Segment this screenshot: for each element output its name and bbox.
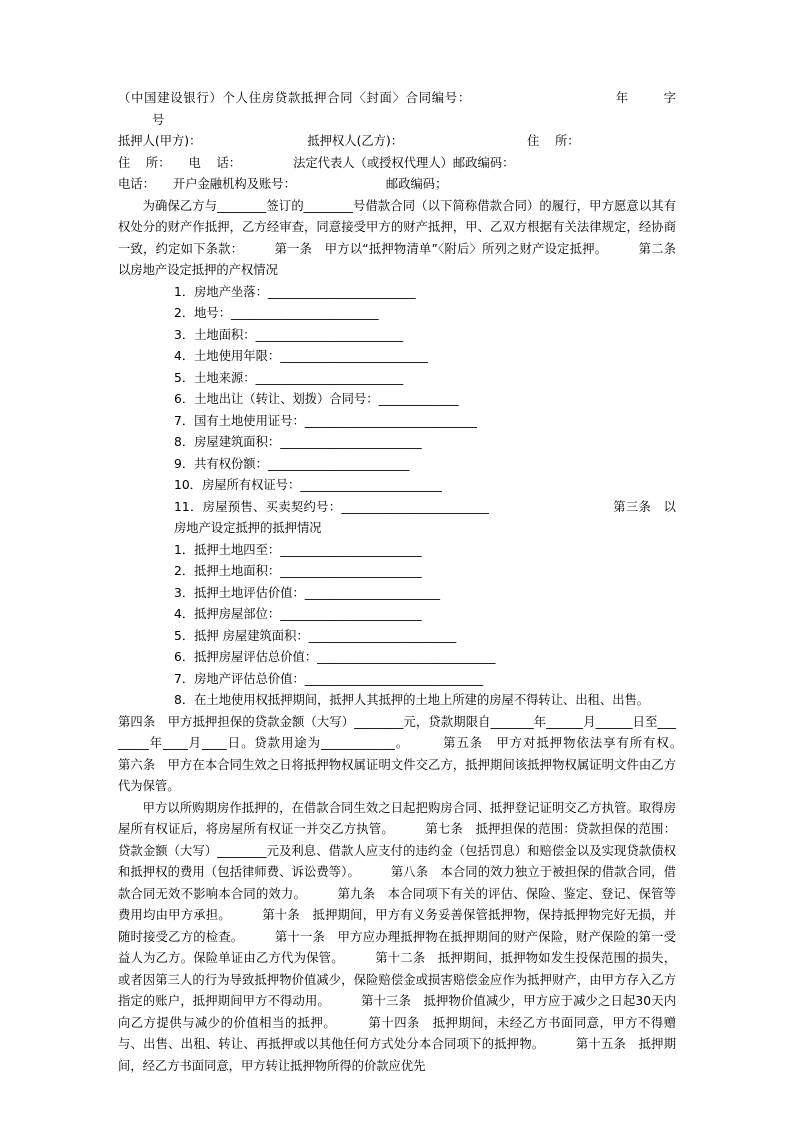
section2-item-8: 8．房屋建筑面积：_______________________ (174, 435, 422, 449)
section2-item-7: 7．国有土地使用证号：____________________________ (174, 413, 477, 428)
legal-rep-label: 法定代表人（或授权代理人）邮政编码： (293, 155, 515, 170)
postcode-label: 邮政编码； (385, 177, 448, 191)
section2-item-9: 9．共有权份额：_______________________ (174, 456, 410, 471)
phone-label-2: 电话： (118, 177, 155, 191)
address-label-1: 住 所： (527, 134, 580, 148)
mortgagee-label: 抵押权人(乙方)： (307, 134, 404, 148)
body-paragraph-1: 第四条 甲方抵押担保的贷款金额（大写）________元，贷款期限自_______年______月______日至________年____月____日。贷款用途为____________。 第五条 甲方对抵押物依法享有所有权。 第六条 甲方在本合同生效之日将抵押物权属证明文件交乙方，抵押期间该抵押物权属证明文件由乙方代为保管。 (118, 714, 713, 793)
address-label-2: 住 所： (118, 155, 171, 170)
section2-item-4: 4．土地使用年限：________________________ (174, 349, 428, 363)
section3-item-2: 2．抵押土地面积：_______________________ (174, 564, 422, 578)
section3-item-4: 4．抵押房屋部位：_______________________ (174, 607, 422, 621)
section2-item-11 (118, 497, 676, 540)
body-paragraph-2: 甲方以所购期房作抵押的，在借款合同生效之日起把购房合同、抵押登记证明交乙方执管。取得房屋所有权证后，将房屋所有权证一并交乙方执管。 第七条 抵押担保的范围：贷款担保的范围：贷款金额（大写）________元及利息、借款人应支付的违约金（包括罚息）和赔偿金以及实现贷款债权和抵押权的费用（包括律师费、诉讼费等）。 第八条 本合同的效力独立于被担保的借款合同，借款合同无效不影响本合同的效力。 第九条 本合同项下有关的评估、保险、鉴定、登记、保管等费用均由甲方承担。 第十条 抵押期间，甲方有义务妥善保管抵押物，保持抵押物完好无损，并随时接受乙方的检查。 第十一条 甲方应办理抵押物在抵押期间的财产保险，财产保险的第一受益人为乙方。保险单证由乙方代为保管。 第十二条 抵押期间，抵押物如发生投保范围的损失，或者因第三人的行为导致抵押物价值减少，保险赔偿金或损害赔偿金应作为抵押财产，由甲方存入乙方指定的账户，抵押期间甲方不得动用。 第十三条 抵押物价值减少，甲方应于减少之日起30天内向乙方提供与减少的价值相当的抵押。 第十四条 抵押期间，未经乙方书面同意，甲方不得赠与、出售、出租、转让、再抵押或以其他任何方式处分本合同项下的抵押物。 第十五条 抵押期间，经乙方书面同意，甲方转让抵押物所得的价款应优先 (118, 800, 676, 1073)
contract-body (118, 88, 713, 1077)
section3-item-8: 8．在土地使用权抵押期间，抵押人其抵押的土地上所建的房屋不得转让、出租、出售。 (174, 693, 650, 707)
header-zi-label: 字 (662, 91, 676, 105)
section3-item-1: 1．抵押土地四至：_______________________ (174, 542, 422, 557)
contract-title-text: （中国建设银行）个人住房贷款抵押合同〈封面〉合同编号： (118, 91, 472, 105)
section2-item-5: 5．土地来源：________________________ (174, 370, 404, 385)
section3-item-6: 6．抵押房屋评估总价值：_____________________________ (174, 650, 496, 664)
mortgagor-label: 抵押人(甲方)： (118, 134, 202, 148)
section3-item-3: 3．抵押土地评估价值：______________________ (174, 585, 441, 600)
section3-item-7: 7．房地产评估总价值：_____________________________ (174, 671, 484, 686)
header-line-parties (118, 131, 676, 153)
section3-lead-text: 第三条 以房地产设定抵押的抵押情况 (174, 499, 676, 535)
section3-item-5: 5．抵押 房屋建筑面积：________________________ (174, 628, 457, 643)
header-hao-label: 号 (152, 112, 165, 127)
section2-item-10: 10．房屋所有权证号：_______________________ (174, 478, 442, 492)
preamble-paragraph: 为确保乙方与________签订的________号借款合同（以下简称借款合同）的履行，甲方愿意以其有权处分的财产作抵押，乙方经审查，同意接受甲方的财产抵押，甲、乙双方根据有关法律规定，经协商一致，约定如下条款： 第一条 甲方以“抵押物清单”〈附后〉所列之财产设定抵押。 第二条 以房地产设定抵押的产权情况 (118, 198, 689, 277)
section2-item-6: 6．土地出让（转让、划拨）合同号：_____________ (174, 392, 459, 406)
section2-item-3: 3．土地面积：________________________ (174, 327, 404, 342)
header-year-label: 年 (615, 91, 629, 105)
header-line-title (118, 88, 676, 131)
phone-label-1: 电 话： (188, 155, 242, 170)
header-line-contacts (118, 153, 676, 175)
bank-account-label: 开户金融机构及账号： (172, 177, 296, 191)
section2-item-1: 1．房地产坐落：________________________ (174, 284, 416, 299)
section2-item-2: 2．地号：________________________ (174, 306, 379, 320)
header-line-bank (118, 174, 676, 196)
section2-item-11-text: 11．房屋预售、买卖契约号：________________________ (174, 499, 489, 514)
